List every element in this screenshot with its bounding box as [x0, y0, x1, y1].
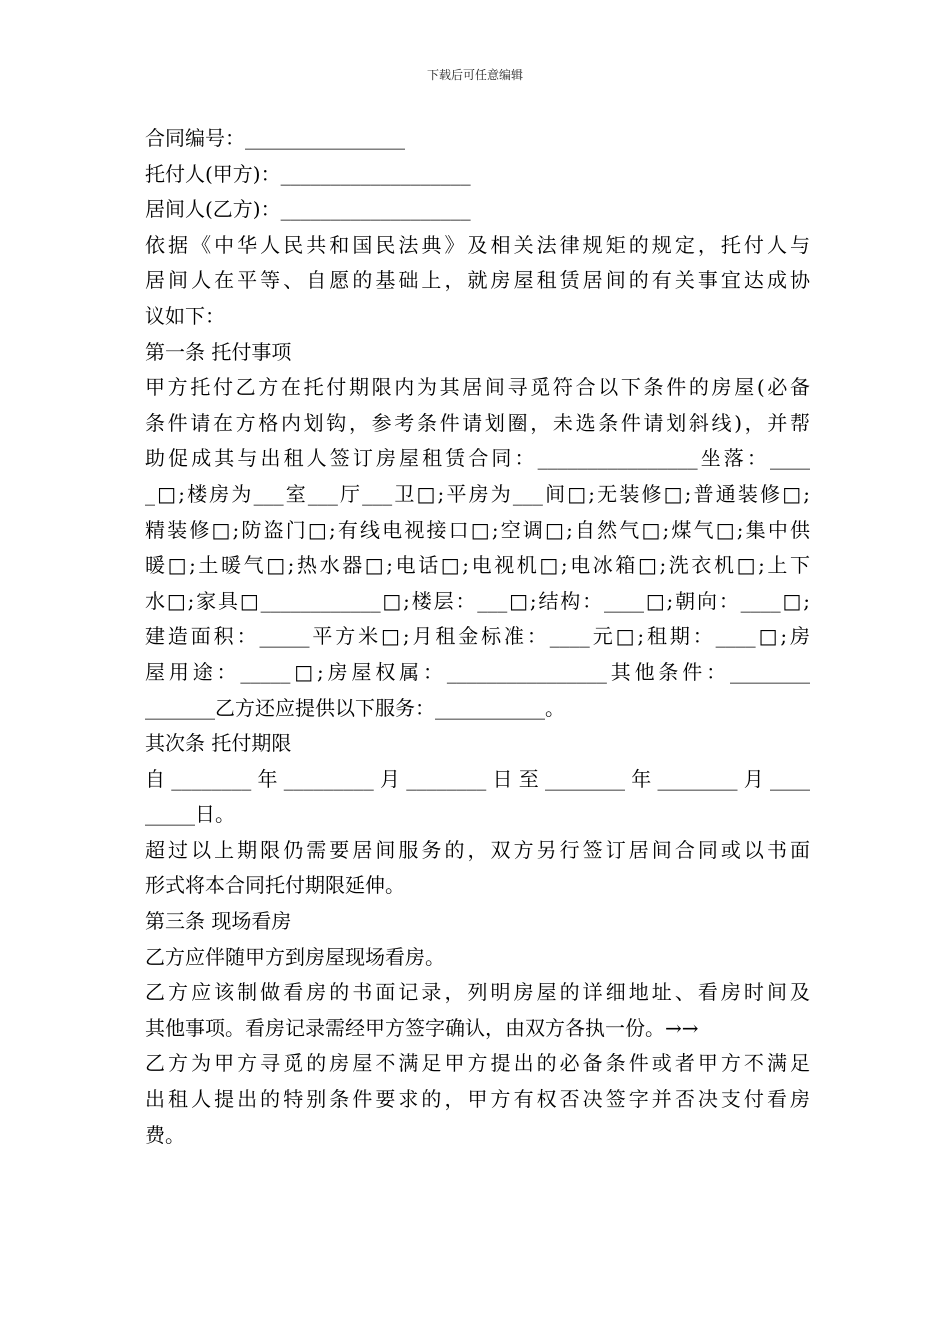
contract-line: 托付人(甲方)：___________________ [145, 161, 471, 186]
contract-line: 居间人(乙方)：___________________ [145, 197, 471, 222]
contract-line: 其次条 托付期限 [145, 731, 292, 756]
contract-line: 自________年_________月________日至________年________月____ [145, 766, 810, 791]
contract-line: _______乙方还应提供以下服务：___________。 [145, 695, 565, 720]
contract-line: 超过以上期限仍需要居间服务的，双方另行签订居间合同或以书面 [145, 837, 810, 862]
contract-line: 第三条 现场看房 [145, 909, 292, 934]
contract-line: 水□;家具□____________□;楼层：___□;结构：____□;朝向：____□; [145, 588, 810, 613]
contract-line: _____日。 [145, 802, 235, 827]
contract-line: 其他事项。看房记录需经甲方签字确认，由双方各执一份。→→ [145, 1015, 699, 1040]
contract-line: 居间人在平等、自愿的基础上，就房屋租赁居间的有关事宜达成协 [145, 268, 810, 293]
contract-line: 出租人提出的特别条件要求的，甲方有权否决签字并否决支付看房 [145, 1087, 810, 1112]
contract-line: 甲方托付乙方在托付期限内为其居间寻觅符合以下条件的房屋(必备 [145, 375, 810, 400]
contract-line: 费。 [145, 1122, 185, 1147]
contract-line: 精装修□;防盗门□;有线电视接口□;空调□;自然气□;煤气□;集中供 [145, 517, 810, 542]
contract-line: 条件请在方格内划钩，参考条件请划圈，未选条件请划斜线)，并帮 [145, 410, 810, 435]
contract-line: 依据《中华人民共和国民法典》及相关法律规矩的规定，托付人与 [145, 232, 810, 257]
contract-line: 屋用途：_____□;房屋权属：________________其他条件：________ [145, 659, 810, 684]
contract-line: 形式将本合同托付期限延伸。 [145, 873, 405, 898]
contract-line: 乙方应该制做看房的书面记录，列明房屋的详细地址、看房时间及 [145, 980, 810, 1005]
contract-line: 暖□;土暖气□;热水器□;电话□;电视机□;电冰箱□;洗衣机□;上下 [145, 553, 810, 578]
page-header: 下载后可任意编辑 [426, 68, 523, 82]
contract-line: 建造面积：_____平方米□;月租金标准：____元□;租期：____□;房 [145, 624, 810, 649]
contract-line: 乙方应伴随甲方到房屋现场看房。 [145, 944, 445, 969]
contract-line: 议如下： [145, 303, 225, 328]
contract-line: 乙方为甲方寻觅的房屋不满足甲方提出的必备条件或者甲方不满足 [145, 1051, 810, 1076]
contract-body [145, 121, 810, 1153]
contract-line: 合同编号：________________ [145, 126, 405, 150]
contract-line: 助促成其与出租人签订房屋租赁合同：________________坐落：____ [145, 446, 810, 471]
contract-line: _□;楼房为___室___厅___卫□;平房为___间□;无装修□;普通装修□; [145, 481, 810, 506]
contract-line: 第一条 托付事项 [145, 339, 292, 364]
